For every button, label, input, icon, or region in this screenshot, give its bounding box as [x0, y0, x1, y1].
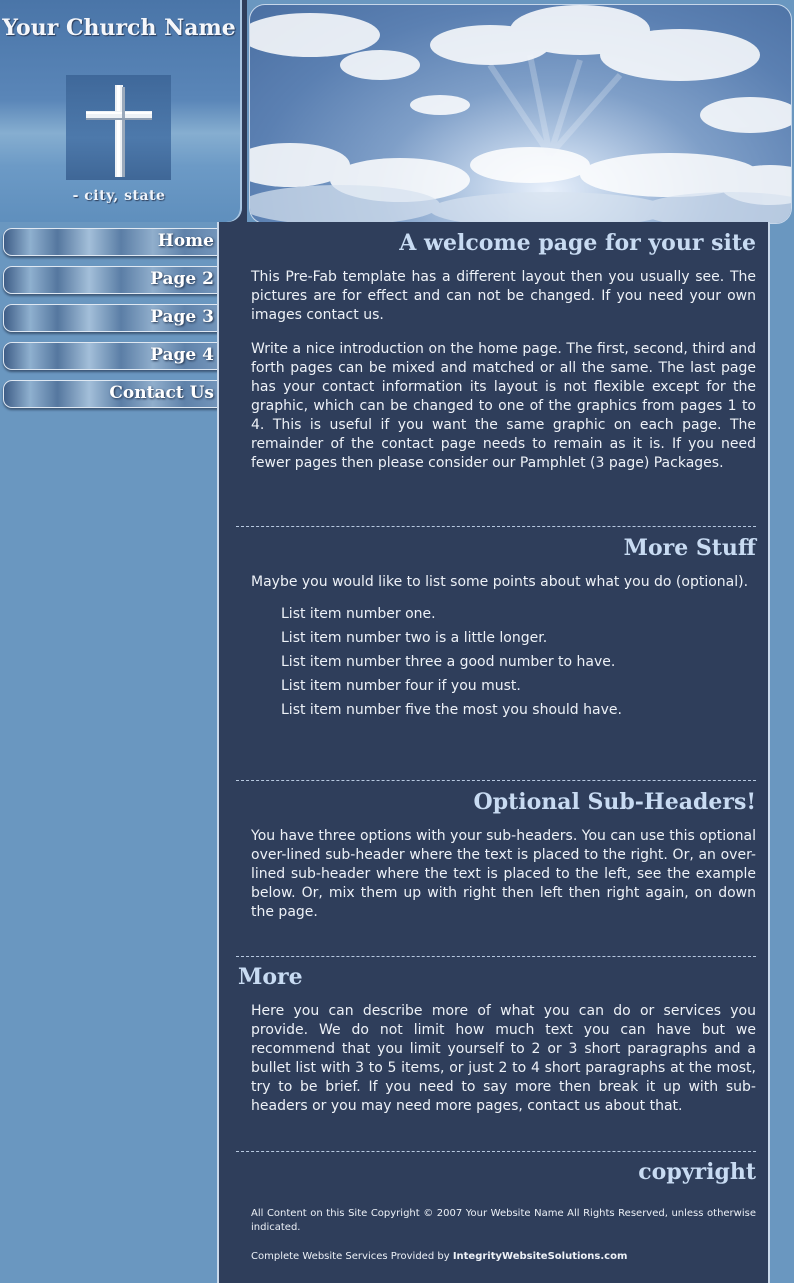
optional-section — [238, 789, 756, 922]
feature-list — [238, 602, 756, 722]
church-location: - city, state — [72, 188, 166, 204]
nav-page2-button[interactable] — [3, 266, 230, 294]
main-nav — [3, 228, 230, 418]
services-link[interactable]: IntegrityWebsiteSolutions.com — [452, 1251, 628, 1262]
list-item: List item number one. — [281, 606, 436, 622]
sidebar-header — [0, 0, 242, 222]
section-divider — [236, 1151, 756, 1152]
copyright-section — [238, 1159, 756, 1264]
list-item: List item number three a good number to have. — [281, 654, 616, 670]
welcome-heading: A welcome page for your site — [399, 230, 756, 256]
section-divider — [236, 780, 756, 781]
services-prefix: Complete Website Services Provided by — [251, 1251, 450, 1262]
more-stuff-section — [238, 535, 756, 722]
more-stuff-intro: Maybe you would like to list some points about what you do (optional). — [251, 574, 749, 590]
services-line — [251, 1250, 756, 1264]
nav-contact-button[interactable] — [3, 380, 230, 408]
list-item: List item number five the most you should have. — [281, 702, 622, 718]
more-paragraph: Here you can describe more of what you can do or services you provide. We do not limit how much text you can have but we recommend that you limit yourself to 2 or 3 short paragraphs and a bullet list with 3 to 5 items, or just 2 to 4 short paragraphs at the most, try to be brief. If you need to say more then break it up with sub-headers or you may need more pages, contact us about that. — [251, 1003, 756, 1114]
sky-banner-image — [249, 4, 792, 224]
welcome-paragraph-1: This Pre-Fab template has a different layout then you usually see. The pictures are for effect and can not be changed. If you need your own images contact us. — [251, 269, 756, 323]
nav-label: Contact Us — [109, 383, 214, 403]
nav-home-button[interactable] — [3, 228, 230, 256]
section-divider — [236, 956, 756, 957]
nav-label: Page 2 — [150, 269, 214, 289]
content-panel — [217, 222, 770, 1283]
list-item: List item number two is a little longer. — [281, 630, 548, 646]
nav-label: Page 4 — [150, 345, 214, 365]
copyright-heading: copyright — [638, 1159, 756, 1185]
nav-label: Home — [157, 231, 214, 251]
welcome-paragraph-2: Write a nice introduction on the home page. The first, second, third and forth pages can be mixed and matched or all the same. The last page has your contact information its layout is not flexible except for the graphic, which can be changed to one of the graphics from pages 1 to 4. This is useful if you want the same graphic on each page. The remainder of the contact page needs to remain as it is. If you need fewer pages then please consider our Pamphlet (3 page) Packages. — [251, 341, 756, 471]
welcome-section — [238, 230, 756, 473]
nav-label: Page 3 — [150, 307, 214, 327]
optional-heading: Optional Sub-Headers! — [473, 789, 756, 815]
nav-page3-button[interactable] — [3, 304, 230, 332]
cross-image — [66, 75, 171, 180]
nav-page4-button[interactable] — [3, 342, 230, 370]
copyright-text: All Content on this Site Copyright © 2007 Your Website Name All Rights Reserved, unless otherwise indicated. — [251, 1208, 756, 1233]
section-divider — [236, 526, 756, 527]
optional-paragraph: You have three options with your sub-headers. You can use this optional over-lined sub-header where the text is placed to the right. Or, an over-lined sub-header where the text is placed to the left, see the example below. Or, mix them up with right then left then right again, on down the page. — [251, 828, 756, 920]
list-item: List item number four if you must. — [281, 678, 521, 694]
cross-icon — [66, 75, 171, 180]
church-name: Your Church Name — [2, 15, 236, 41]
more-section — [238, 964, 756, 1116]
more-stuff-heading: More Stuff — [623, 535, 756, 561]
more-heading: More — [238, 964, 303, 990]
